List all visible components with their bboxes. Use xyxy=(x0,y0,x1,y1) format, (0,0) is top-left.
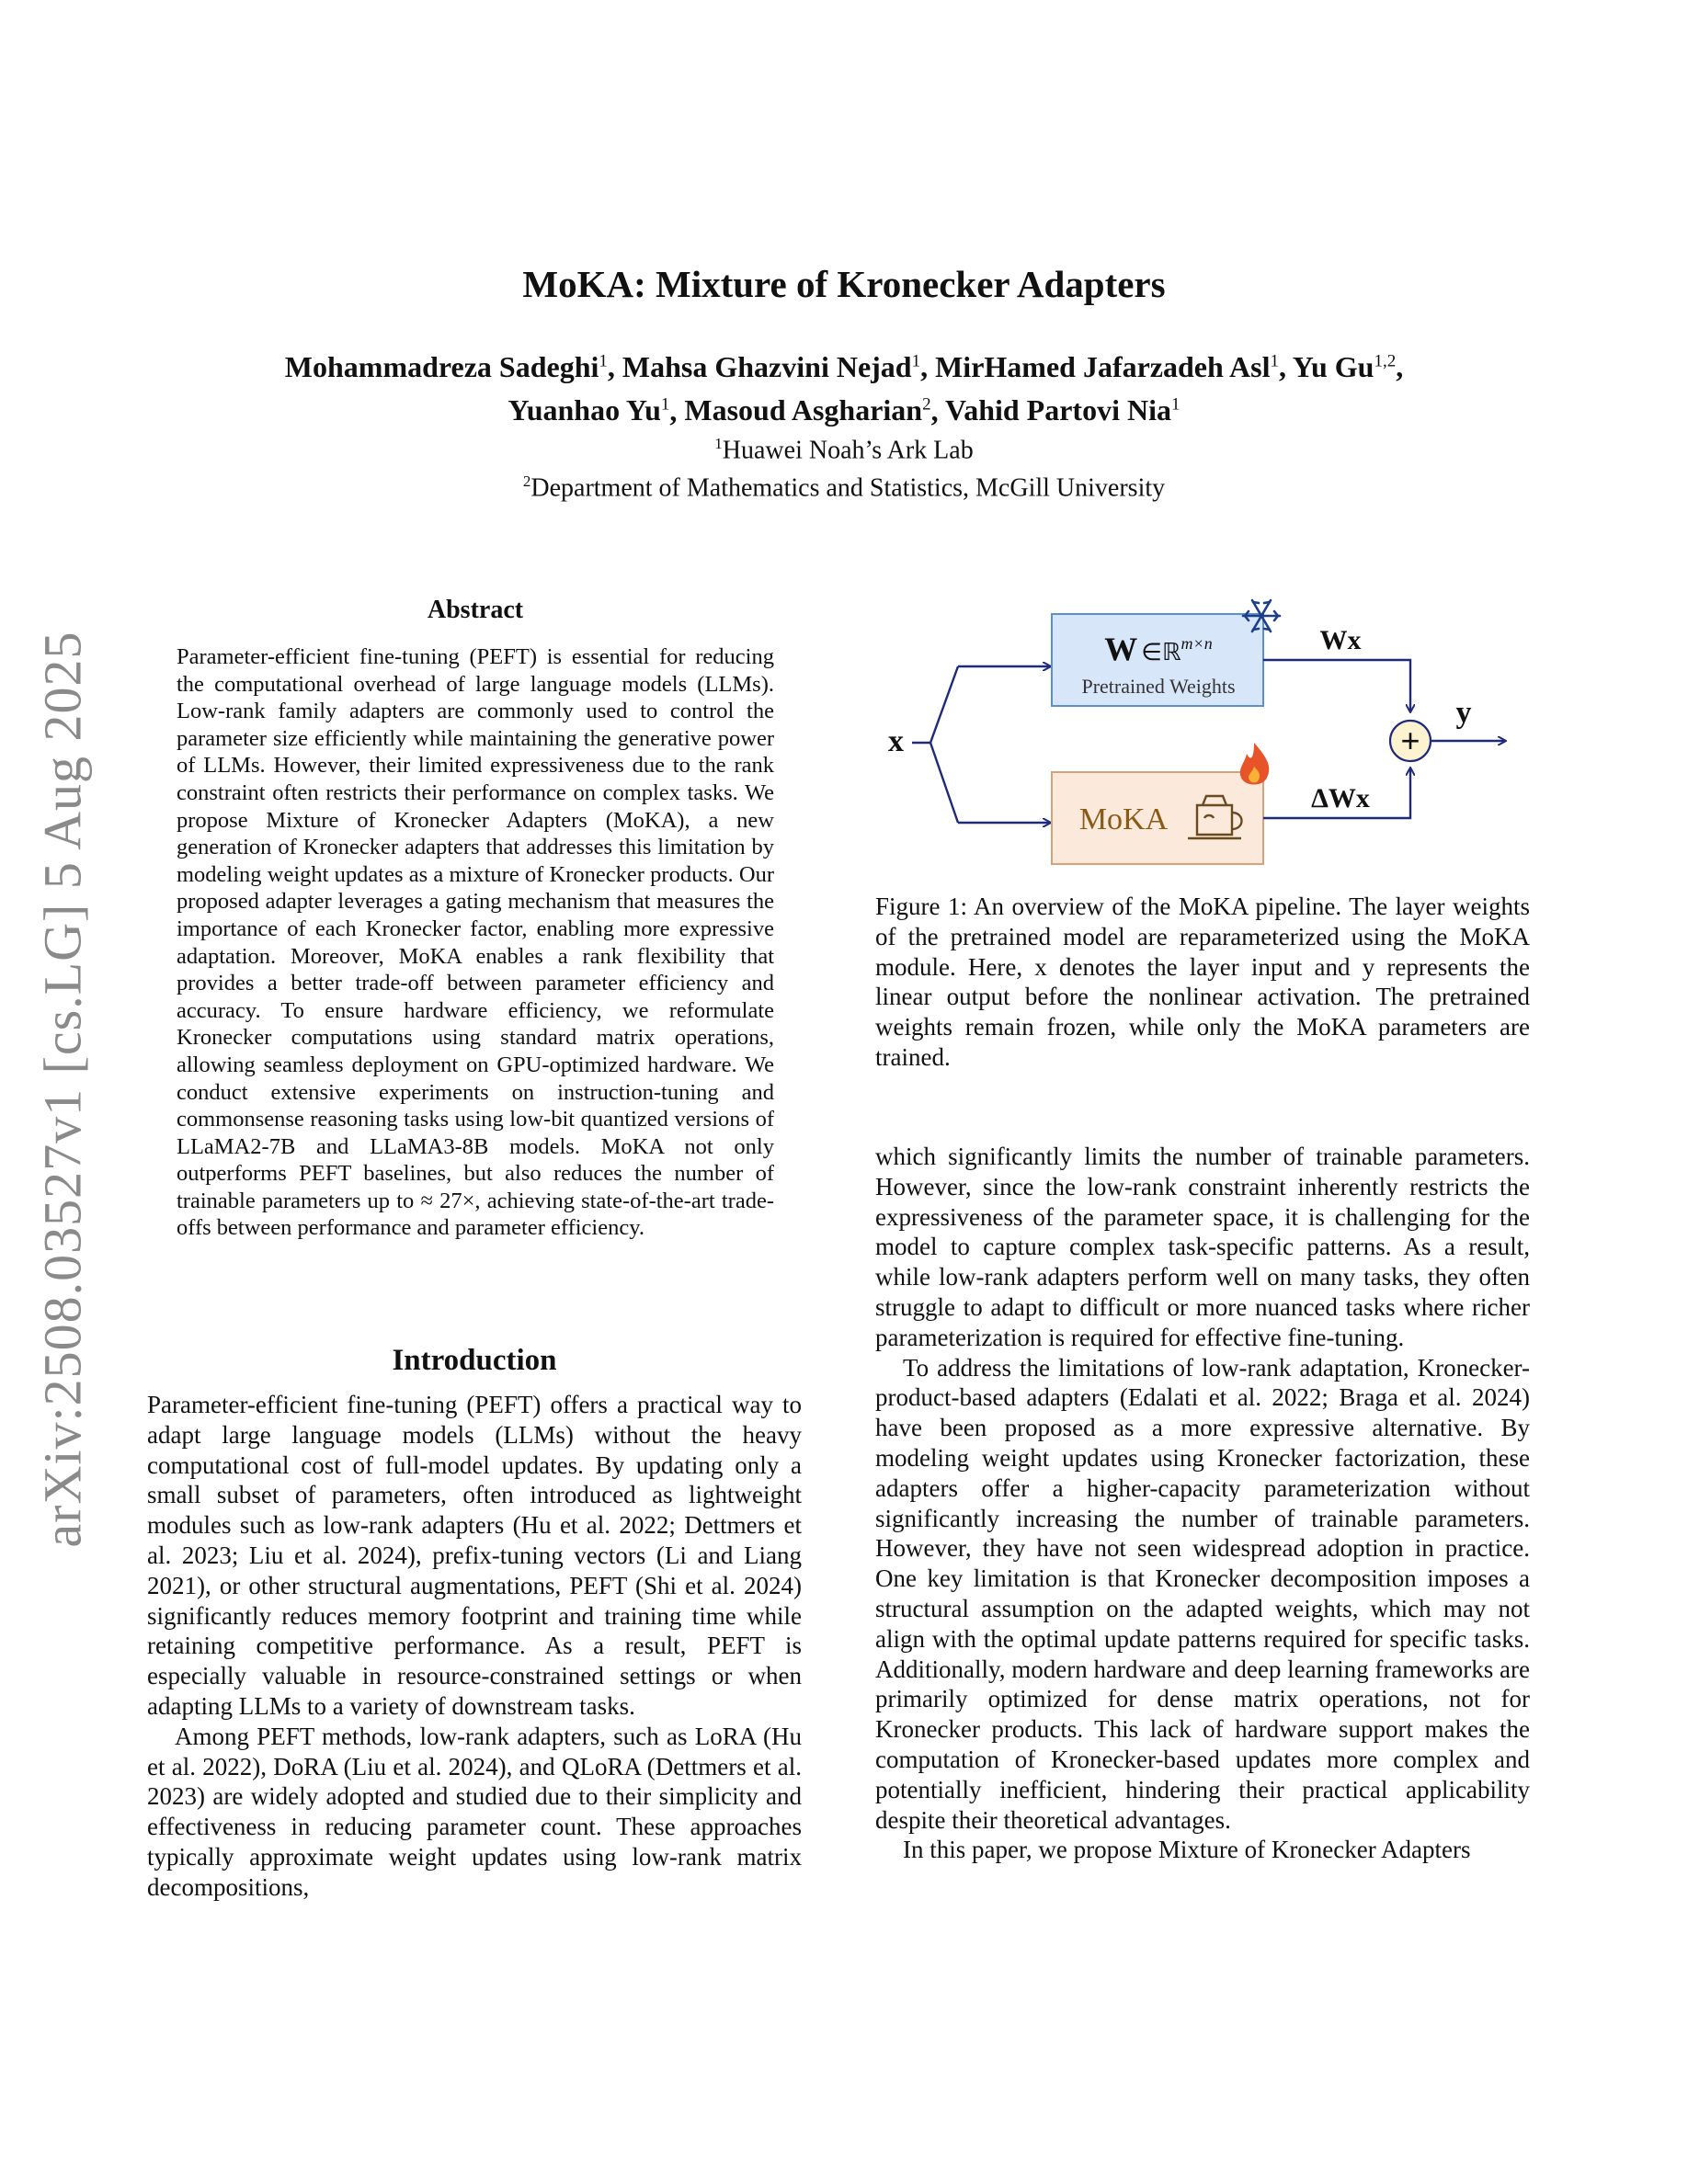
figure-caption: Figure 1: An overview of the MoKA pipeline. The layer weights of the pretrained model are reparameterized using the MoKA module. Here, x denotes the layer input and y represents the linear output before the nonlinear activation. The pretrained weights remain frozen, while only the MoKA parameters are trained. xyxy=(875,893,1530,1071)
paper-title: MoKA: Mixture of Kronecker Adapters xyxy=(522,263,1166,305)
moka-pipeline-figure xyxy=(875,588,1530,882)
introduction-heading: Introduction xyxy=(392,1344,557,1377)
wx-label: Wx xyxy=(1319,625,1362,655)
arxiv-identifier xyxy=(17,607,108,1572)
author: Mahsa Ghazvini Nejad$^1$ xyxy=(622,349,921,383)
paragraph: In this paper, we propose Mixture of Kronecker Adapters xyxy=(903,1836,1471,1864)
affiliations xyxy=(0,428,1688,505)
author: MirHamed Jafarzadeh Asl$^1$ xyxy=(935,349,1279,383)
flame-icon xyxy=(1240,743,1269,785)
right-column-body xyxy=(875,1142,1530,1865)
moka-module-label: MoKA xyxy=(1078,802,1169,836)
paragraph: Parameter-efficient fine-tuning (PEFT) offers a practical way to adapt large language models (LLMs) without the heavy computational cost of full-model updates. By updating only a small subset of parameters, often introduced as lightweight modules such as low-rank adapters (Hu et al. 2022; Dettmers et al. 2023; Liu et al. 2024), prefix-tuning vectors (Li and Liang 2021), or other structural augmentations, PEFT (Shi et al. 2024) significantly reduces memory footprint and training time while retaining competitive performance. As a result, PEFT is especially valuable in resource-constrained settings or when adapting LLMs to a variety of downstream tasks. xyxy=(147,1391,802,1720)
author: Vahid Partovi Nia$^1$ xyxy=(945,393,1180,427)
author: Yuanhao Yu$^1$ xyxy=(508,393,670,427)
paragraph: To address the limitations of low-rank adaptation, Kronecker-product-based adapters (Edalati et al. 2022; Braga et al. 2024) have been proposed as a more expressive alternative. By modeling weight updates using Kronecker factorization, these adapters offer a higher-capacity parameterization without significantly increasing the number of trainable parameters. However, they have not seen widespread adoption in practice. One key limitation is that Kronecker decomposition imposes a structural assumption on the adapted weights, which may not align with the optimal update patterns required for specific tasks. Additionally, modern hardware and deep learning frameworks are primarily optimized for dense matrix operations, not for Kronecker products. This lack of hardware support makes the computation of Kronecker-based updates more complex and potentially inefficient, hindering their practical applicability despite their theoretical advantages. xyxy=(875,1353,1530,1834)
input-x-label: x xyxy=(888,724,904,758)
input-branch-arrows xyxy=(912,666,1050,823)
author: Yu Gu$^{1,2}$ xyxy=(1292,349,1397,383)
delta-wx-label: ΔWx xyxy=(1311,783,1370,813)
paragraph: Among PEFT methods, low-rank adapters, such as LoRA (Hu et al. 2022), DoRA (Liu et al. 2024), and QLoRA (Dettmers et al. 2023) are widely adopted and studied due to their simplicity and effectiveness in reducing parameter count. These approaches typically approximate weight updates using low-rank matrix decompositions, xyxy=(147,1722,802,1901)
output-y-label: y xyxy=(1455,696,1472,730)
pretrained-weights-caption: Pretrained Weights xyxy=(1081,675,1236,698)
abstract-text: Parameter-efficient fine-tuning (PEFT) is essential for reducing the computational overhead of large language models (LLMs). Low-rank family adapters are commonly used to control the parameter size efficiently while maintaining the generative power of LLMs. However, their limited expressiveness due to the rank constraint often restricts their performance on complex tasks. We propose Mixture of Kronecker Adapters (MoKA), a new generation of Kronecker adapters that addresses this limitation by modeling weight updates as a mixture of Kronecker products. Our proposed adapter leverages a gating mechanism that measures the importance of each Kronecker factor, enabling more expressive adaptation. Moreover, MoKA enables a rank flexibility that provides a better trade-off between parameter efficiency and accuracy. To ensure hardware efficiency, we reformulate Kronecker computations using standard matrix operations, allowing seamless deployment on GPU-optimized hardware. We conduct extensive experiments on instruction-tuning and commonsense reasoning tasks using low-bit quantized versions of LLaMA2-7B and LLaMA3-8B models. MoKA not only outperforms PEFT baselines, but also reduces the number of trainable parameters up to ≈ 27×, achieving state-of-the-art trade-offs between performance and parameter efficiency. xyxy=(177,644,774,1241)
introduction-body xyxy=(147,1390,802,1903)
author: Mohammadreza Sadeghi$^1$ xyxy=(284,349,608,383)
output-arrows xyxy=(1263,660,1505,818)
author-list: Mohammadreza Sadeghi$^1$, Mahsa Ghazvini Nejad$^1$, MirHamed Jafarzadeh Asl$^1$, Yu Gu$^{1,2}$, Yuanhao Yu$^1$, Masoud Asgharian$^2$, Vahid Partovi Nia$^1$ xyxy=(284,349,1404,427)
plus-symbol: + xyxy=(1400,722,1420,759)
author: Masoud Asgharian$^2$ xyxy=(684,393,931,427)
abstract-heading: Abstract xyxy=(427,596,524,624)
arxiv-identifier-text: arXiv:2508.03527v1 [cs.LG] 5 Aug 2025 xyxy=(32,631,93,1548)
affiliation: $^2$Department of Mathematics and Statistics, McGill University xyxy=(522,472,1166,503)
pretrained-formula: W ∈ℝm×n xyxy=(1104,631,1213,667)
affiliation: $^1$Huawei Noah’s Ark Lab xyxy=(714,435,974,465)
paragraph: which significantly limits the number of trainable parameters. However, since the low-rank constraint inherently restricts the expressiveness of the parameter space, it is challenging for the model to capture complex task-specific patterns. As a result, while low-rank adapters perform well on many tasks, they often struggle to adapt to difficult or more nuanced tasks where richer parameterization is required for effective fine-tuning. xyxy=(875,1143,1530,1351)
